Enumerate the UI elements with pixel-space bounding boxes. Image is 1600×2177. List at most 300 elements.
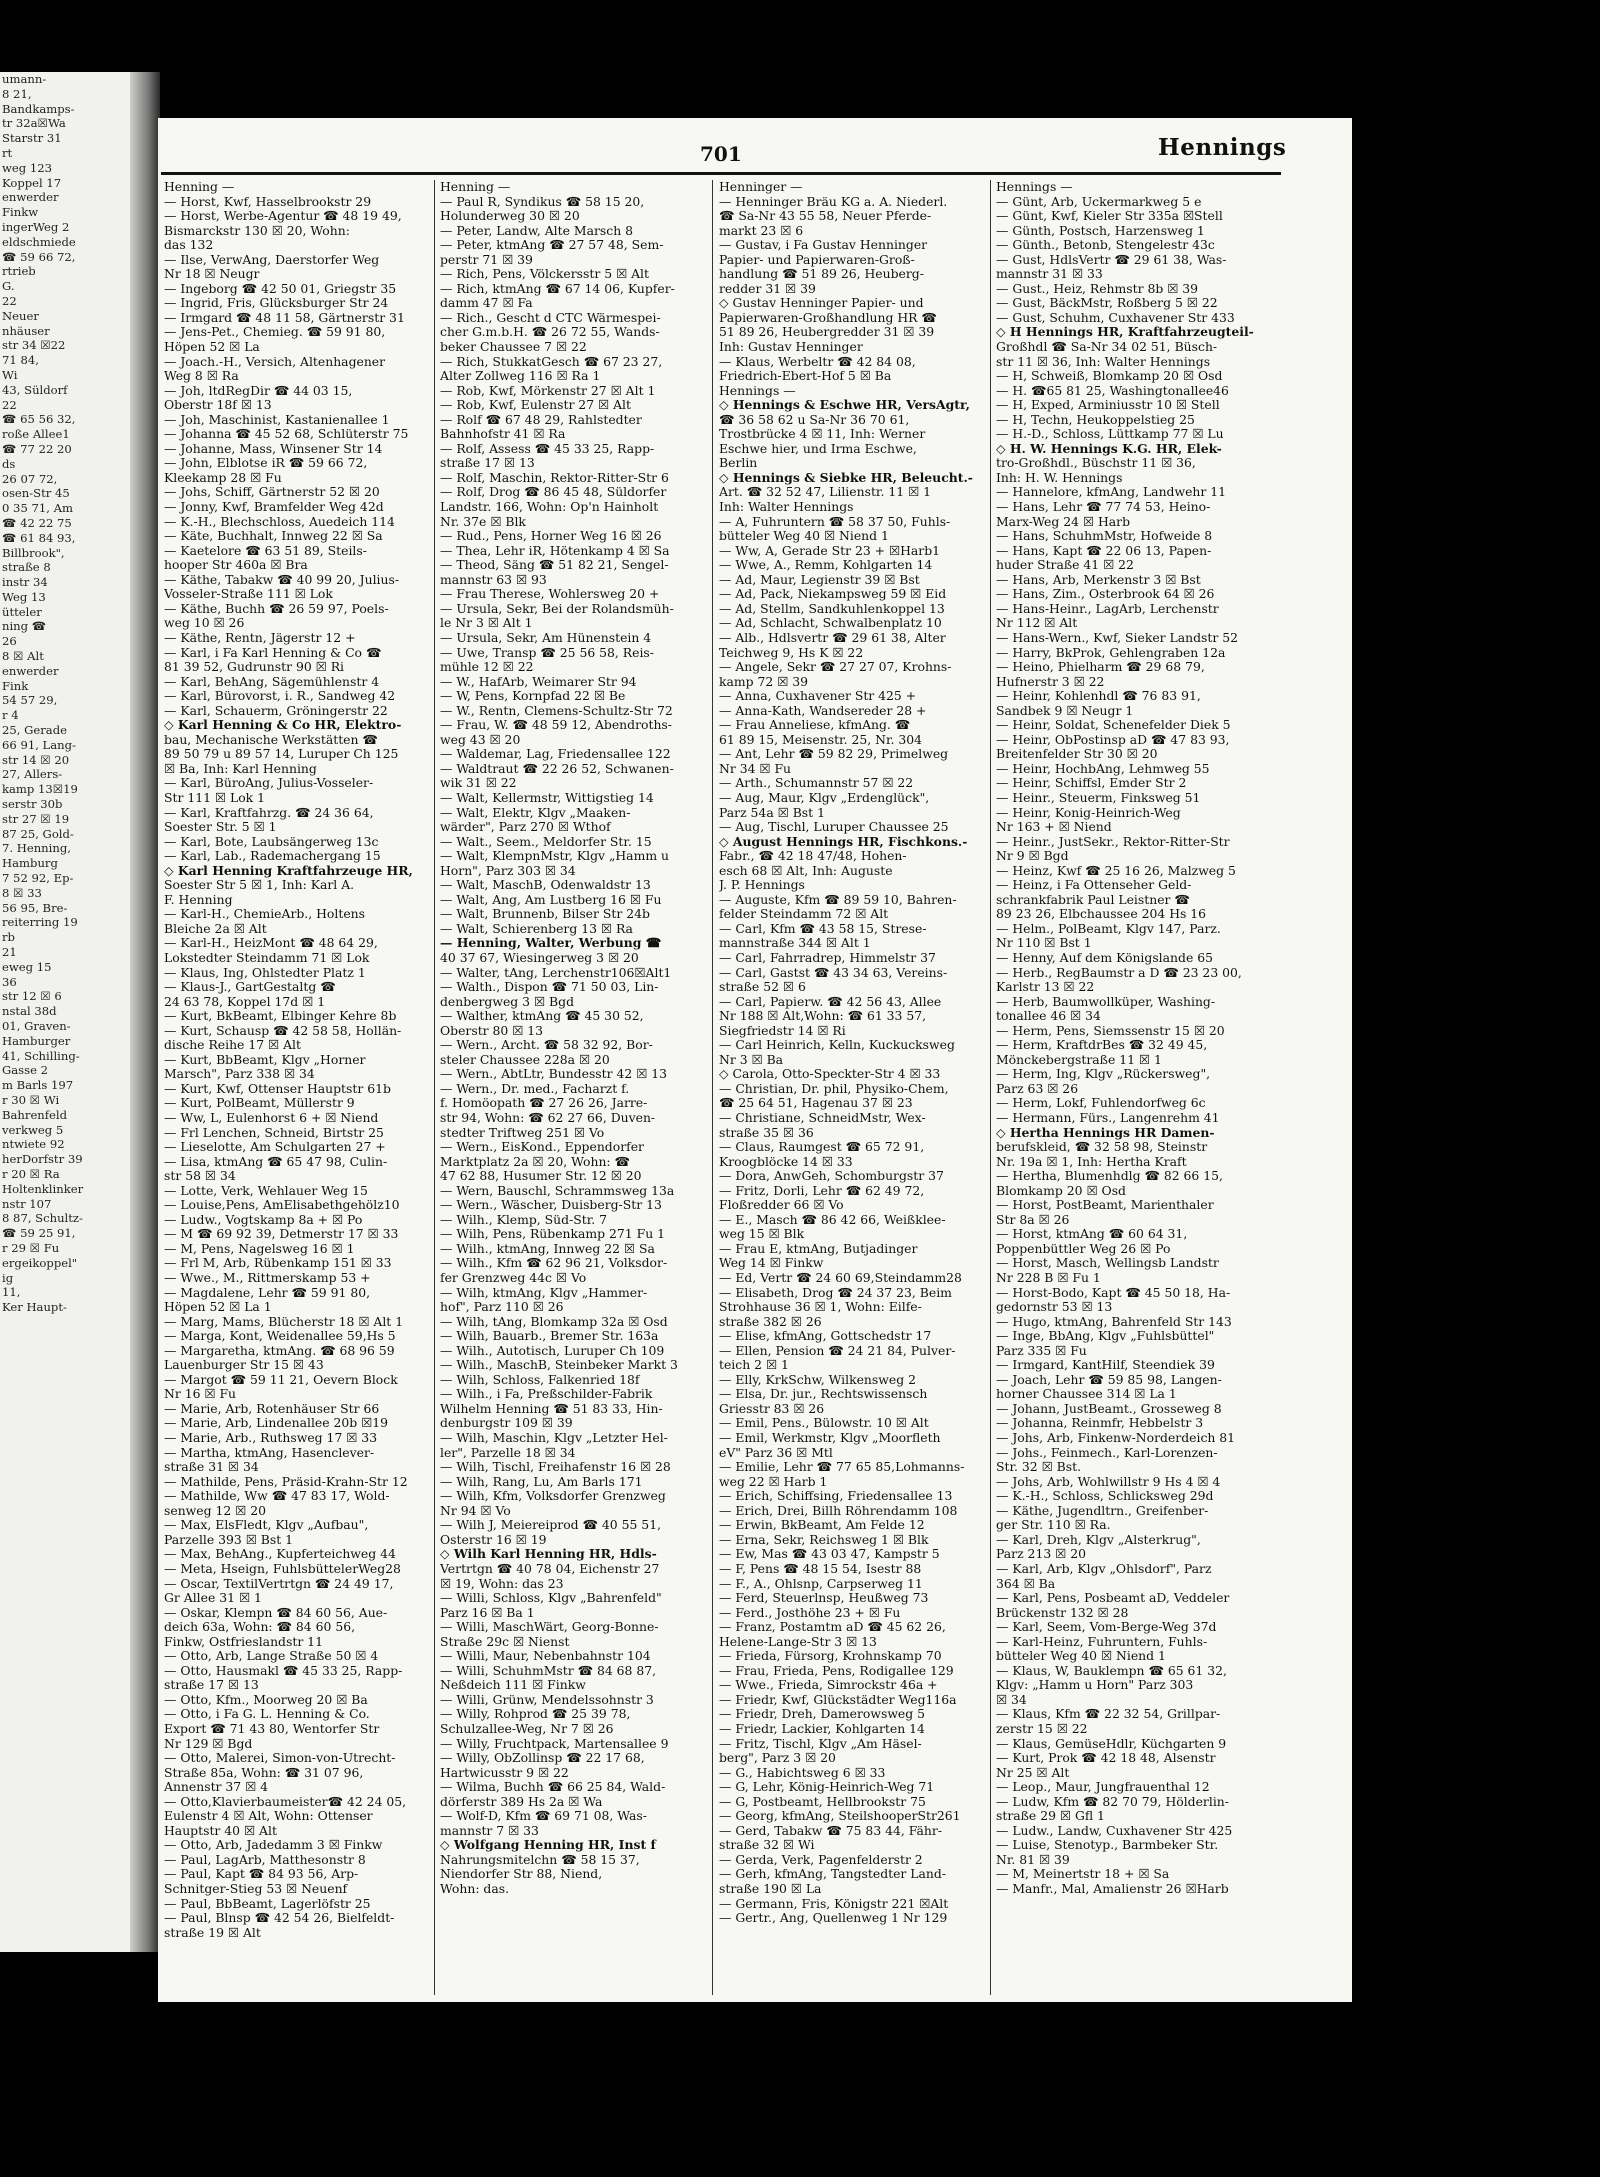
directory-entry-line: — Emil, Werkmstr, Klgv „Moorfleth [719,1431,941,1446]
directory-entry-line: — Käthe, Buchh ☎ 26 59 97, Poels- [164,601,389,616]
directory-entry-line: — Horst, Werbe-Agentur ☎ 48 19 49, [164,209,402,224]
directory-entry-line: Nr 3 ☒ Ba [719,1052,784,1067]
directory-entry-line: das 132 [164,238,214,253]
directory-entry-line: str 94, Wohn: ☎ 62 27 66, Duven- [440,1111,656,1125]
directory-entry-line: ◇ Hertha Hennings HR Damen- [996,1125,1215,1140]
directory-entry-line: Blomkamp 20 ☒ Osd [996,1183,1126,1198]
left-page-fragment: 26 07 72, [2,471,58,486]
directory-entry-line: — Wilh, Schloss, Falkenried 18f [440,1372,640,1387]
directory-entry-line: ◇ H Hennings HR, Kraftfahrzeugteil- [996,325,1254,340]
directory-entry-line: — Elsa, Dr. jur., Rechtswissensch [719,1387,928,1402]
directory-entry-line: 89 23 26, Elbchaussee 204 Hs 16 [996,907,1207,922]
directory-entry-line: straße 31 ☒ 34 [164,1460,259,1475]
directory-entry-line: Lokstedter Steindamm 71 ☒ Lok [164,950,370,965]
directory-entry-line: straße 29 ☒ Gfl 1 [996,1809,1105,1824]
directory-entry-line: tonallee 46 ☒ 34 [996,1009,1101,1024]
directory-entry-line: — Klaus-J., GartGestaltg ☎ [164,980,336,995]
directory-entry-line: — Karl, i Fa Karl Henning & Co ☎ [164,645,382,660]
directory-entry-line: — Wilh., MaschB, Steinbeker Markt 3 [440,1358,678,1373]
directory-entry-line: — Otto,Klavierbaumeister☎ 42 24 05, [164,1794,407,1809]
directory-entry-line: Parzelle 393 ☒ Bst 1 [164,1532,294,1547]
directory-entry-line: — Hans, Lehr ☎ 77 74 53, Heino- [996,500,1211,515]
directory-entry-line: — Wilh J, Meiereiprod ☎ 40 55 51, [440,1518,662,1533]
directory-entry-line: — Inge, BbAng, Klgv „Fuhlsbüttel" [996,1329,1215,1344]
directory-entry-line: — Wilh, Pens, Rübenkamp 271 Fu 1 [440,1227,666,1242]
directory-entry-line: — Peter, Landw, Alte Marsch 8 [440,223,633,238]
directory-entry-line: — Karl, Dreh, Klgv „Alsterkrug", [996,1532,1201,1547]
directory-entry-line: — Heinr, Soldat, Schenefelder Diek 5 [996,718,1231,733]
directory-entry-line: — Wilh., Autotisch, Luruper Ch 109 [440,1343,665,1358]
directory-entry-line: Soester Str. 5 ☒ 1 [164,820,277,835]
directory-entry-line: J. P. Hennings [719,878,805,893]
directory-entry-line: — Rich., Gescht d CTC Wärmespei- [440,310,661,325]
directory-entry-line: — Hans-Heinr., LagArb, Lerchenstr [996,601,1219,616]
directory-entry-line: — Rob, Kwf, Mörkenstr 27 ☒ Alt 1 [440,383,656,398]
directory-entry-line: — Emil, Pens., Bülowstr. 10 ☒ Alt [719,1416,929,1431]
directory-entry-line: — Willi, Schloss, Klgv „Bahrenfeld" [440,1591,662,1606]
left-page-fragment: eldschmiede [2,234,76,249]
directory-entry-line: Schnitger-Stieg 53 ☒ Neuenf [164,1881,348,1896]
directory-entry-line: — Heino, Phielharm ☎ 29 68 79, [996,660,1205,675]
left-page-fragment: Holtenklinker [2,1181,84,1196]
page-number: 701 [700,142,742,166]
directory-entry-line: — Wwe., Frieda, Simrockstr 46a + [719,1678,938,1693]
left-page-fragment: m Barls 197 [2,1078,74,1093]
header-rule [161,172,1281,175]
left-page-fragment: weg 123 [2,160,53,175]
directory-entry-line: Wilhelm Henning ☎ 51 83 33, Hin- [440,1401,663,1416]
directory-entry-line: straße 190 ☒ La [719,1881,822,1896]
directory-entry-line: — Harry, BkProk, Gehlengraben 12a [996,645,1226,660]
directory-entry-line: — Wern., Wäscher, Duisberg-Str 13 [440,1198,662,1213]
directory-entry-line: — Paul, Blnsp ☎ 42 54 26, Bielfeldt- [164,1911,395,1926]
directory-entry-line: — Ad, Schlacht, Schwalbenplatz 10 [719,616,942,631]
directory-entry-line: — Fritz, Tischl, Klgv „Am Häsel- [719,1736,922,1751]
left-page-fragment: 54 57 29, [2,693,58,708]
directory-entry-line: — Theod, Säng ☎ 51 82 21, Sengel- [440,558,669,573]
left-page-fragment: Koppel 17 [2,175,62,190]
directory-entry-line: — Ludw., Landw, Cuxhavener Str 425 [996,1823,1233,1838]
directory-entry-line: handlung ☎ 51 89 26, Heuberg- [719,267,924,282]
left-page-fragment: enwerder [2,190,59,205]
directory-entry-line: — Frl M, Arb, Rübenkamp 151 ☒ 33 [164,1256,392,1271]
directory-entry-line: — Gust, BäckMstr, Roßberg 5 ☒ 22 [996,296,1218,311]
left-page-fragment: 21 [2,945,17,960]
directory-entry-line: — Hans, SchuhmMstr, Hofweide 8 [996,529,1213,544]
directory-entry-line: — Kurt, BbBeamt, Klgv „Horner [164,1052,366,1067]
directory-entry-line: — Horst, Masch, Wellingsb Landstr [996,1256,1219,1271]
directory-entry-line: Marsch", Parz 338 ☒ 34 [164,1067,315,1082]
directory-entry-line: tro-Großhdl., Büschstr 11 ☒ 36, [996,456,1196,471]
directory-entry-line: — Walt, Ang, Am Lustberg 16 ☒ Fu [440,892,662,907]
directory-entry-line: — Irmgard, KantHilf, Steendiek 39 [996,1358,1215,1373]
directory-entry-line: — Kurt, BkBeamt, Elbinger Kehre 8b [164,1009,397,1024]
directory-entry-line: — Ingrid, Fris, Glücksburger Str 24 [164,296,389,311]
directory-entry-line: — Ludw., Vogtskamp 8a + ☒ Po [164,1212,363,1227]
directory-entry-line: mühle 12 ☒ 22 [440,660,534,675]
left-page-fragment: Hamburger [2,1033,71,1048]
directory-entry-line: — Heinr., JustSekr., Rektor-Ritter-Str [996,834,1230,849]
directory-entry-line: — Carl, Papierw. ☎ 42 56 43, Allee [719,994,942,1009]
directory-entry-line: Marx-Weg 24 ☒ Harb [996,514,1131,529]
directory-entry-line: eV" Parz 36 ☒ Mtl [719,1445,833,1460]
directory-entry-line: hooper Str 460a ☒ Bra [164,558,308,573]
directory-entry-line: wärder", Parz 270 ☒ Wthof [440,820,611,835]
left-page-fragment: 8 ☒ 33 [2,885,42,900]
left-page-fragment: Hamburg [2,856,58,871]
directory-entry-line: — Johanne, Mass, Winsener Str 14 [164,441,383,456]
section-heading: Henning — [164,180,235,194]
directory-entry-line: — Ilse, VerwAng, Daerstorfer Weg [164,252,380,267]
directory-entry-line: — Herm, KraftdrBes ☎ 32 49 45, [996,1038,1208,1053]
directory-entry-line: — Wern, Bauschl, Schrammsweg 13a [440,1183,675,1198]
left-page-column [2,72,138,1315]
directory-entry-line: — Herm, Pens, Siemssenstr 15 ☒ 20 [996,1023,1225,1038]
directory-entry-line: — Heinz, i Fa Ottenseher Geld- [996,878,1192,893]
directory-entry-line: esch 68 ☒ Alt, Inh: Auguste [719,863,893,878]
directory-entry-line: — Aug, Maur, Klgv „Erdenglück", [719,790,930,805]
directory-entry-line: ◇ Hennings & Eschwe HR, VersAgtr, [719,398,970,413]
directory-entry-line: Str 111 ☒ Lok 1 [164,790,265,805]
directory-entry-line: fer Grenzweg 44c ☒ Vo [440,1271,587,1286]
directory-entry-line: — Luise, Stenotyp., Barmbeker Str. [996,1838,1219,1853]
left-page-fragment: reiterring 19 [2,915,78,930]
directory-entry-line: F. Henning [164,892,233,907]
left-page-fragment: enwerder [2,663,59,678]
directory-entry-line: — Carl, Fahrradrep, Himmelstr 37 [719,950,936,965]
left-page-fragment: rb [2,930,15,945]
directory-entry-line: — Erna, Sekr, Reichsweg 1 ☒ Blk [719,1532,929,1547]
directory-entry-line: — Heinr, Konig-Heinrich-Weg [996,805,1181,820]
directory-entry-line: — Wilh, Maschin, Klgv „Letzter Hel- [440,1431,668,1446]
directory-entry-line: — Otto, Hausmakl ☎ 45 33 25, Rapp- [164,1663,403,1678]
directory-entry-line: — Franz, Postamtm aD ☎ 45 62 26, [719,1620,946,1635]
column-divider [712,180,713,1995]
directory-entry-line: — M ☎ 69 92 39, Detmerstr 17 ☒ 33 [164,1227,399,1242]
directory-entry-line: — Käthe, Tabakw ☎ 40 99 20, Julius- [164,572,400,587]
directory-entry-line: Hufnerstr 3 ☒ 22 [996,674,1105,689]
directory-entry-line: — Lotte, Verk, Wehlauer Weg 15 [164,1183,368,1198]
directory-entry-line: — Ew, Mas ☎ 43 03 47, Kampstr 5 [719,1547,940,1562]
directory-entry-line: gedornstr 53 ☒ 13 [996,1300,1113,1315]
directory-entry-line: 51 89 26, Heubergredder 31 ☒ 39 [719,325,935,340]
directory-entry-line: — Wilh, ktmAng, Klgv „Hammer- [440,1285,648,1300]
directory-entry-line: — Angele, Sekr ☎ 27 27 07, Krohns- [719,660,952,675]
directory-entry-line: — Elly, KrkSchw, Wilkensweg 2 [719,1372,916,1387]
left-page-fragment: nstal 38d [2,1004,57,1019]
directory-entry-line: — Ww, A, Gerade Str 23 + ☒Harb1 [719,543,941,558]
directory-entry-line: — Karl-Heinz, Fuhruntern, Fuhls- [996,1634,1208,1649]
directory-entry-line: — Christiane, SchneidMstr, Wex- [719,1111,926,1125]
directory-entry-line: le Nr 3 ☒ Alt 1 [440,616,533,631]
left-page-fragment: Weg 13 [2,589,46,604]
directory-entry-line: — Otto, Arb, Jadedamm 3 ☒ Finkw [164,1838,383,1853]
directory-entry-line: — Joach.-H., Versich, Altenhagener [164,354,386,369]
directory-entry-line: — Walt, KlempnMstr, Klgv „Hamm u [440,849,669,864]
directory-entry-line: — Carl, Kfm ☎ 43 58 15, Strese- [719,921,927,936]
directory-entry-line: Hartwicusstr 9 ☒ 22 [440,1765,569,1780]
directory-entry-line: Nr 112 ☒ Alt [996,616,1078,631]
directory-entry-line: — Walt, Kellermstr, Wittigstieg 14 [440,790,654,805]
left-page-fragment: 01, Graven- [2,1019,71,1033]
directory-entry-line: Niendorfer Str 88, Niend, [440,1867,603,1882]
left-page-fragment: str 14 ☒ 20 [2,752,70,767]
left-page-fragment: r 20 ☒ Ra [2,1166,60,1181]
left-page-fragment: r 4 [2,708,19,723]
directory-entry-line: Soester Str 5 ☒ 1, Inh: Karl A. [164,878,355,893]
directory-entry-line: ◇ Wilh Karl Henning HR, Hdls- [440,1547,657,1562]
directory-entry-line: mannstr 63 ☒ 93 [440,572,547,587]
directory-entry-line: — Wilma, Buchh ☎ 66 25 84, Wald- [440,1780,666,1795]
directory-entry-line: — Max, ElsFledt, Klgv „Aufbau", [164,1518,369,1533]
directory-entry-line: — Gust, Schuhm, Cuxhavener Str 433 [996,310,1235,325]
directory-entry-line: deich 63a, Wohn: ☎ 84 60 56, [164,1620,356,1635]
directory-entry-line: — Walter, tAng, Lerchenstr106☒Alt1 [440,965,672,980]
directory-entry-line: — Klaus, Ing, Ohlstedter Platz 1 [164,965,366,980]
directory-entry-line: dische Reihe 17 ☒ Alt [164,1038,301,1053]
directory-entry-line: — Marie, Arb, Rotenhäuser Str 66 [164,1401,380,1416]
directory-entry-line: — Paul, BbBeamt, Lagerlöfstr 25 [164,1896,371,1911]
directory-entry-line: — Gertr., Ang, Quellenweg 1 Nr 129 [719,1911,948,1926]
directory-entry-line: — Marie, Arb., Ruthsweg 17 ☒ 33 [164,1431,378,1446]
directory-entry-line: Nr 25 ☒ Alt [996,1765,1070,1780]
directory-entry-line: Inh: Walter Hennings [719,500,854,515]
left-page-fragment: r 30 ☒ Wi [2,1092,60,1107]
directory-entry-line: Inh: H. W. Hennings [996,470,1123,485]
directory-entry-line: — Johanna ☎ 45 52 68, Schlüterstr 75 [164,427,409,442]
directory-entry-line: — Irmgard ☎ 48 11 58, Gärtnerstr 31 [164,310,405,325]
directory-entry-line: Oberstr 18f ☒ 13 [164,398,272,413]
directory-entry-line: Finkw, Ostfrieslandstr 11 [164,1634,323,1649]
directory-entry-line: perstr 71 ☒ 39 [440,252,533,267]
directory-entry-line: — Karl, Pens, Posbeamt aD, Veddeler [996,1591,1230,1606]
directory-entry-line: — Ferd., Josthöhe 23 + ☒ Fu [719,1605,901,1620]
directory-entry-line: — Wilh, Bauarb., Bremer Str. 163a [440,1329,659,1344]
directory-entry-line: straße 19 ☒ Alt [164,1925,261,1940]
left-page-fragment: Bahrenfeld [2,1107,68,1122]
directory-entry-line: — Heinr, ObPostinsp aD ☎ 47 83 93, [996,732,1230,747]
directory-entry-line: — E., Masch ☎ 86 42 66, Weißklee- [719,1212,946,1227]
column-2 [440,180,706,1995]
left-page-fragment: Starstr 31 [2,131,62,146]
left-page-fragment: tr 32a☒Wa [2,116,66,131]
directory-entry-line: Marktplatz 2a ☒ 20, Wohn: ☎ [440,1154,630,1169]
directory-entry-line: Weg 14 ☒ Finkw [719,1256,824,1271]
directory-entry-line: mannstraße 344 ☒ Alt 1 [719,936,871,951]
directory-entry-line: — Waldtraut ☎ 22 26 52, Schwanen- [440,761,674,776]
directory-entry-line: — Paul, LagArb, Matthesonstr 8 [164,1852,366,1867]
directory-entry-line: — Wilh, Kfm, Volksdorfer Grenzweg [440,1489,666,1504]
directory-entry-line: — Karl, Seem, Vom-Berge-Weg 37d [996,1620,1217,1635]
left-page-fragment: 71 84, [2,353,39,368]
directory-entry-line: — Wwe, A., Remm, Kohlgarten 14 [719,558,933,573]
left-page-fragment: ☎ 77 22 20 [2,441,72,456]
directory-entry-line: Poppenbüttler Weg 26 ☒ Po [996,1241,1171,1256]
left-page-fragment: nhäuser [2,323,50,338]
directory-entry-line: — Wern., Dr. med., Facharzt f. [440,1081,630,1096]
directory-entry-line: redder 31 ☒ 39 [719,281,816,296]
directory-entry-line: Bismarckstr 130 ☒ 20, Wohn: [164,223,350,238]
directory-entry-line: ☒ 34 [996,1692,1027,1707]
left-page-fragment: rtrieb [2,264,36,279]
directory-entry-line: Nr 163 + ☒ Niend [996,820,1112,835]
directory-entry-line: — Käthe, Jugendltrn., Greifenber- [996,1503,1209,1518]
directory-entry-line: — Jens-Pet., Chemieg. ☎ 59 91 80, [164,325,386,340]
directory-entry-line: — Marie, Arb, Lindenallee 20b ☒19 [164,1416,389,1431]
directory-entry-line: — Rob, Kwf, Eulenstr 27 ☒ Alt [440,398,631,413]
directory-entry-line: markt 23 ☒ 6 [719,223,804,238]
directory-entry-line: — Hermann, Fürs., Langenrehm 41 [996,1111,1220,1125]
directory-entry-line: — Klaus, W, Bauklempn ☎ 65 61 32, [996,1663,1227,1678]
book-gutter [130,72,160,1952]
directory-entry-line: — Henninger Bräu KG a. A. Niederl. [719,194,948,209]
directory-entry-line: — Wilh., Klemp, Süd-Str. 7 [440,1212,608,1227]
directory-entry-line: — Frau, W. ☎ 48 59 12, Abendroths- [440,718,672,733]
directory-entry-line: — Johanna, Reinmfr, Hebbelstr 3 [996,1416,1204,1431]
directory-entry-line: mannstr 31 ☒ 33 [996,267,1103,282]
directory-entry-line: Str 8a ☒ 26 [996,1212,1070,1227]
directory-entry-line: — Otto, i Fa G. L. Henning & Co. [164,1707,370,1722]
directory-entry-line: — Walt, Elektr, Klgv „Maaken- [440,805,631,820]
directory-entry-line: — Karl-H., ChemieArb., Holtens [164,907,366,922]
directory-entry-line: — Heinr., Steuerm, Finksweg 51 [996,790,1201,805]
directory-entry-line: schrankfabrik Paul Leistner ☎ [996,892,1190,907]
directory-entry-line: ☒ 19, Wohn: das 23 [440,1576,564,1591]
directory-entry-line: — W., HafArb, Weimarer Str 94 [440,674,637,689]
directory-entry-line: mannstr 7 ☒ 33 [440,1823,539,1838]
directory-entry-line: — Gust, HdlsVertr ☎ 29 61 38, Was- [996,252,1227,267]
directory-entry-line: — H, Schweiß, Blomkamp 20 ☒ Osd [996,369,1223,384]
left-page-fragment: 26 [2,634,17,649]
directory-entry-line: Alter Zollweg 116 ☒ Ra 1 [440,369,601,384]
directory-entry-line: Papierwaren-Großhandlung HR ☎ [719,310,937,325]
directory-entry-line: — Mathilde, Ww ☎ 47 83 17, Wold- [164,1489,390,1504]
directory-entry-line: denbergweg 3 ☒ Bgd [440,994,575,1009]
left-page-fragment: 0 35 71, Am [2,501,73,516]
left-page-fragment: str 34 ☒22 [2,338,66,353]
directory-entry-line: — F., A., Ohlsnp, Carpserweg 11 [719,1576,923,1591]
directory-entry-line: — Rolf, Drog ☎ 86 45 48, Süldorfer [440,485,667,500]
left-page-fragment: verkweg 5 [2,1122,64,1137]
directory-entry-line: — Hans-Wern., Kwf, Sieker Landstr 52 [996,630,1239,645]
directory-entry-line: — W, Pens, Kornpfad 22 ☒ Be [440,689,626,704]
directory-entry-line: Nr 110 ☒ Bst 1 [996,936,1092,951]
directory-entry-line: — Auguste, Kfm ☎ 89 59 10, Bahren- [719,892,957,907]
directory-entry-line: — Wwe., M., Rittmerskamp 53 + [164,1271,371,1286]
directory-entry-line: Schulzallee-Weg, Nr 7 ☒ 26 [440,1721,614,1736]
directory-entry-line: Nr. 81 ☒ 39 [996,1852,1070,1867]
directory-entry-line: — F, Pens ☎ 48 15 54, Isestr 88 [719,1561,922,1576]
directory-entry-line: — Meta, Hseign, FuhlsbüttelerWeg28 [164,1561,401,1576]
directory-entry-line: — Herb, Baumwollküper, Washing- [996,994,1216,1009]
left-page-fragment: 8 ☒ Alt [2,649,44,664]
directory-entry-line: — Herb., RegBaumstr a D ☎ 23 23 00, [996,965,1242,980]
directory-entry-line: — Gerh, kfmAng, Tangstedter Land- [719,1867,947,1882]
section-heading: Henning — [440,180,511,194]
left-page-fragment: 66 91, Lang- [2,737,76,752]
left-page-fragment: 41, Schilling- [2,1048,80,1063]
directory-entry-line: straße 32 ☒ Wi [719,1838,815,1853]
directory-entry-line: — Heinr, Schiffsl, Emder Str 2 [996,776,1187,791]
directory-entry-line: — Wilh., ktmAng, Innweg 22 ☒ Sa [440,1241,655,1256]
directory-entry-line: — Dora, AnwGeh, Schomburgstr 37 [719,1169,944,1184]
left-page-fragment: nstr 107 [2,1196,52,1211]
running-header: Hennings [1158,134,1287,161]
column-divider [990,180,991,1995]
directory-entry-line: — Aug, Tischl, Luruper Chaussee 25 [719,820,949,835]
left-page-fragment: rt [2,145,13,160]
left-page-fragment: Bandkamps- [2,101,75,116]
directory-entry-line: — Hertha, Blumenhdlg ☎ 82 66 15, [996,1169,1223,1184]
directory-entry-line: — Karl, Kraftfahrzg. ☎ 24 36 64, [164,805,374,820]
directory-entry-line: ☎ 36 58 62 u Sa-Nr 36 70 61, [719,412,910,427]
directory-entry-line: — H. ☎65 81 25, Washingtonallee46 [996,383,1229,398]
directory-entry-line: 364 ☒ Ba [996,1576,1056,1591]
directory-entry-line: denburgstr 109 ☒ 39 [440,1416,573,1431]
left-page-fragment: G. [2,279,15,294]
directory-entry-line: — Joach, Lehr ☎ 59 85 98, Langen- [996,1372,1222,1387]
directory-entry-line: Inh: Gustav Henninger [719,340,863,355]
directory-entry-line: Landstr. 166, Wohn: Op'n Hainholt [440,500,659,515]
directory-entry-line: — Rich, Pens, Völckersstr 5 ☒ Alt [440,267,649,282]
directory-entry-line: ◇ Karl Henning Kraftfahrzeuge HR, [164,863,413,878]
directory-entry-line: — Johs, Arb, Finkenw-Norderdeich 81 [996,1431,1236,1446]
directory-entry-line: — Ursula, Sekr, Am Hünenstein 4 [440,630,652,645]
left-page-fragment: roße Allee1 [2,427,70,442]
directory-entry-line: — Wilh, Tischl, Freihafenstr 16 ☒ 28 [440,1460,671,1475]
directory-entry-line: ☎ 25 64 51, Hagenau 37 ☒ 23 [719,1096,913,1111]
directory-entry-line: — Frau, Frieda, Pens, Rodigallee 129 [719,1663,954,1678]
left-page-fragment: ig [2,1270,14,1285]
directory-entry-line: — Ursula, Sekr, Bei der Rolandsmüh- [440,601,674,616]
left-page-fragment: 27, Allers- [2,767,63,782]
directory-entry-line: teich 2 ☒ 1 [719,1358,789,1373]
directory-entry-line: straße 17 ☒ 13 [164,1678,259,1693]
directory-entry-line: — Gerd, Tabakw ☎ 75 83 44, Fähr- [719,1823,943,1838]
left-page-fragment: 7. Henning, [2,841,71,856]
directory-entry-line: ◇ Carola, Otto-Speckter-Str 4 ☒ 33 [719,1067,941,1082]
directory-entry-line: Parz 213 ☒ 20 [996,1547,1086,1562]
directory-entry-line: Art. ☎ 32 52 47, Lilienstr. 11 ☒ 1 [719,485,931,500]
directory-entry-line: Horn", Parz 303 ☒ 34 [440,863,576,878]
directory-entry-line: — Walth., Dispon ☎ 71 50 03, Lin- [440,980,659,995]
directory-entry-line: — M, Meinertstr 18 + ☒ Sa [996,1867,1170,1882]
left-page-fragment: osen-Str 45 [2,486,70,501]
directory-entry-line: Wohn: das. [440,1881,510,1896]
directory-entry-line: straße 382 ☒ 26 [719,1314,822,1329]
directory-entry-line: 81 39 52, Gudrunstr 90 ☒ Ri [164,660,344,675]
directory-entry-line: — Wilh, tAng, Blomkamp 32a ☒ Osd [440,1314,668,1329]
directory-entry-line: — Jonny, Kwf, Bramfelder Weg 42d [164,500,384,515]
directory-entry-line: — Wilh, Rang, Lu, Am Barls 171 [440,1474,643,1489]
directory-entry-line: — Joh, ltdRegDir ☎ 44 03 15, [164,383,353,398]
section-heading: Hennings — [996,180,1073,194]
directory-entry-line: — Günth., Betonb, Stengelestr 43c [996,238,1215,253]
directory-entry-line: — Horst, PostBeamt, Marienthaler [996,1198,1214,1213]
directory-entry-line: — G., Habichtsweg 6 ☒ 33 [719,1765,886,1780]
directory-entry-line: Osterstr 16 ☒ 19 [440,1532,547,1547]
directory-entry-line: — Ferd, Steuerlnsp, Heußweg 73 [719,1591,929,1606]
directory-entry-line: weg 43 ☒ 20 [440,732,521,747]
directory-entry-line: Siegfriedstr 14 ☒ Ri [719,1023,846,1038]
directory-entry-line: 40 37 67, Wiesingerweg 3 ☒ 20 [440,950,639,965]
directory-entry-line: — Walt, MaschB, Odenwaldstr 13 [440,878,651,893]
directory-entry-line: Nr. 19a ☒ 1, Inh: Hertha Kraft [996,1154,1187,1169]
directory-entry-line: Parz 335 ☒ Fu [996,1343,1087,1358]
left-page-fragment: ☎ 61 84 93, [2,530,76,545]
directory-entry-line: — H, Techn, Heukoppelstieg 25 [996,412,1195,427]
directory-entry-line: Parz 16 ☒ Ba 1 [440,1605,535,1620]
